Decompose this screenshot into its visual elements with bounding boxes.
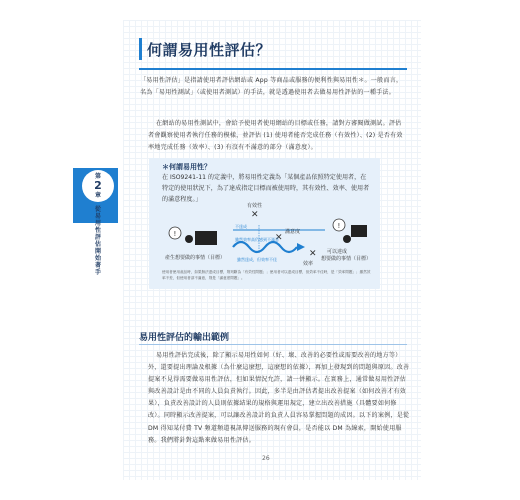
label-unachieved: 不達成 — [235, 224, 247, 229]
page-number: 26 — [262, 455, 270, 462]
chapter-badge — [82, 170, 114, 202]
label-efficiency: 效率 — [303, 261, 314, 267]
exclamation-mark: ! — [173, 230, 177, 238]
user-icon — [185, 235, 193, 243]
label-goal-done-2: 想要做的事情（目標） — [321, 256, 372, 262]
chapter-label: 第 — [94, 173, 101, 180]
exclamation-mark: ! — [337, 222, 341, 230]
definition-box-title: ＊何謂易用性？ — [162, 163, 211, 171]
label-no-complaint: 雖然效率高仍感到不滿意 — [235, 237, 279, 242]
label-goal-user: 產生想要做的事情（目標） — [165, 255, 226, 261]
cross-icon: ✕ — [275, 233, 283, 243]
cross-icon: ✕ — [309, 249, 317, 259]
label-effectiveness: 有效性 — [247, 203, 263, 209]
chapter-suffix: 章 — [94, 192, 101, 199]
body-paragraph-2: 易用性評估完成後，除了顯示易用性如何（好、壞、改善的必要性或需要改善的地方等）外，還要提出理論及根據（為什麼這麼想，這麼想的依據），再加上發現到的問題與原因。改善提案不見得需要做易用性評估，但如果情況允許，請一併顯示。在實務上，通常做易用性評估與改善設計是由不同的人員負責執行。因此，多半是由評估者提出改善提案（如何改善才有效果），負責改善設計的人員則依據結果的規格與運用規定，建立出改善措施（具體要如何修改）。同時顯示改善提案，可以讓改善設計的負責人員容易掌握問題的成因。以下的案例，是從 DM 得知某付費 TV 頻道頻道視訊傳送服務的現有會員，是否能以 DM 為線索，開始使用服務。我們將針對這點來做易用性評估。 — [148, 352, 410, 444]
label-inefficient: 雖然達成，但效率不佳 — [237, 257, 277, 262]
computer-icon — [351, 225, 367, 237]
title-bar — [139, 36, 407, 70]
usability-diagram — [155, 195, 375, 271]
label-satisfaction: 滿意度 — [285, 229, 301, 235]
definition-box-caption: 使用者使用產品時，如果無法達成目標，則判斷為「有效性問題」；使用者可以達成目標，但效率不佳時，是「效率問題」；雖然效率不差，但使用者卻不滿意，則是「滿意度問題」。 — [162, 270, 371, 280]
section-title: 易用性評估的輸出範例 — [139, 333, 230, 343]
intro-paragraph: 「易用性評估」是指請使用者評估網站或 App 等商品或服務的便利性與易用性＊。一般而言，名為「易用性測試」（或使用者測試）的手法，就是透過使用者去做易用性評估的一種手法。 — [140, 77, 403, 96]
definition-box-text: 在 ISO9241-11 的定義中，將易用性定義為「某個產品依照特定使用者，在特定的使用狀況下，為了達成指定目標而被使用時，其有效性、效率、使用者的滿意程度。」 — [162, 174, 370, 203]
computer-icon — [195, 231, 217, 245]
diagram-arrow-head — [297, 243, 305, 251]
body-paragraph-1: 在網站的易用性測試中，會給予使用者使用網站的目標或任務，請對方審閱做測試。評估者會觀察使用者執行任務的模樣，並評估 (1) 使用者能否完成任務（有效性）、(2) 是否有效率地完成任務（效率）、(3) 有沒有不滿意的部分（滿意度）。 — [148, 120, 403, 151]
page-title: 何謂易用性評估？ — [147, 41, 272, 59]
diagram-wave — [233, 242, 297, 252]
cross-icon: ✕ — [251, 210, 259, 220]
label-goal-done-1: 可以達成 — [327, 249, 348, 255]
chapter-number: 2 — [94, 179, 102, 192]
title-accent — [139, 38, 142, 60]
user-icon — [343, 235, 351, 243]
section-divider — [139, 344, 407, 345]
chapter-side-title: 從易用性評估開始著手 — [95, 206, 102, 276]
